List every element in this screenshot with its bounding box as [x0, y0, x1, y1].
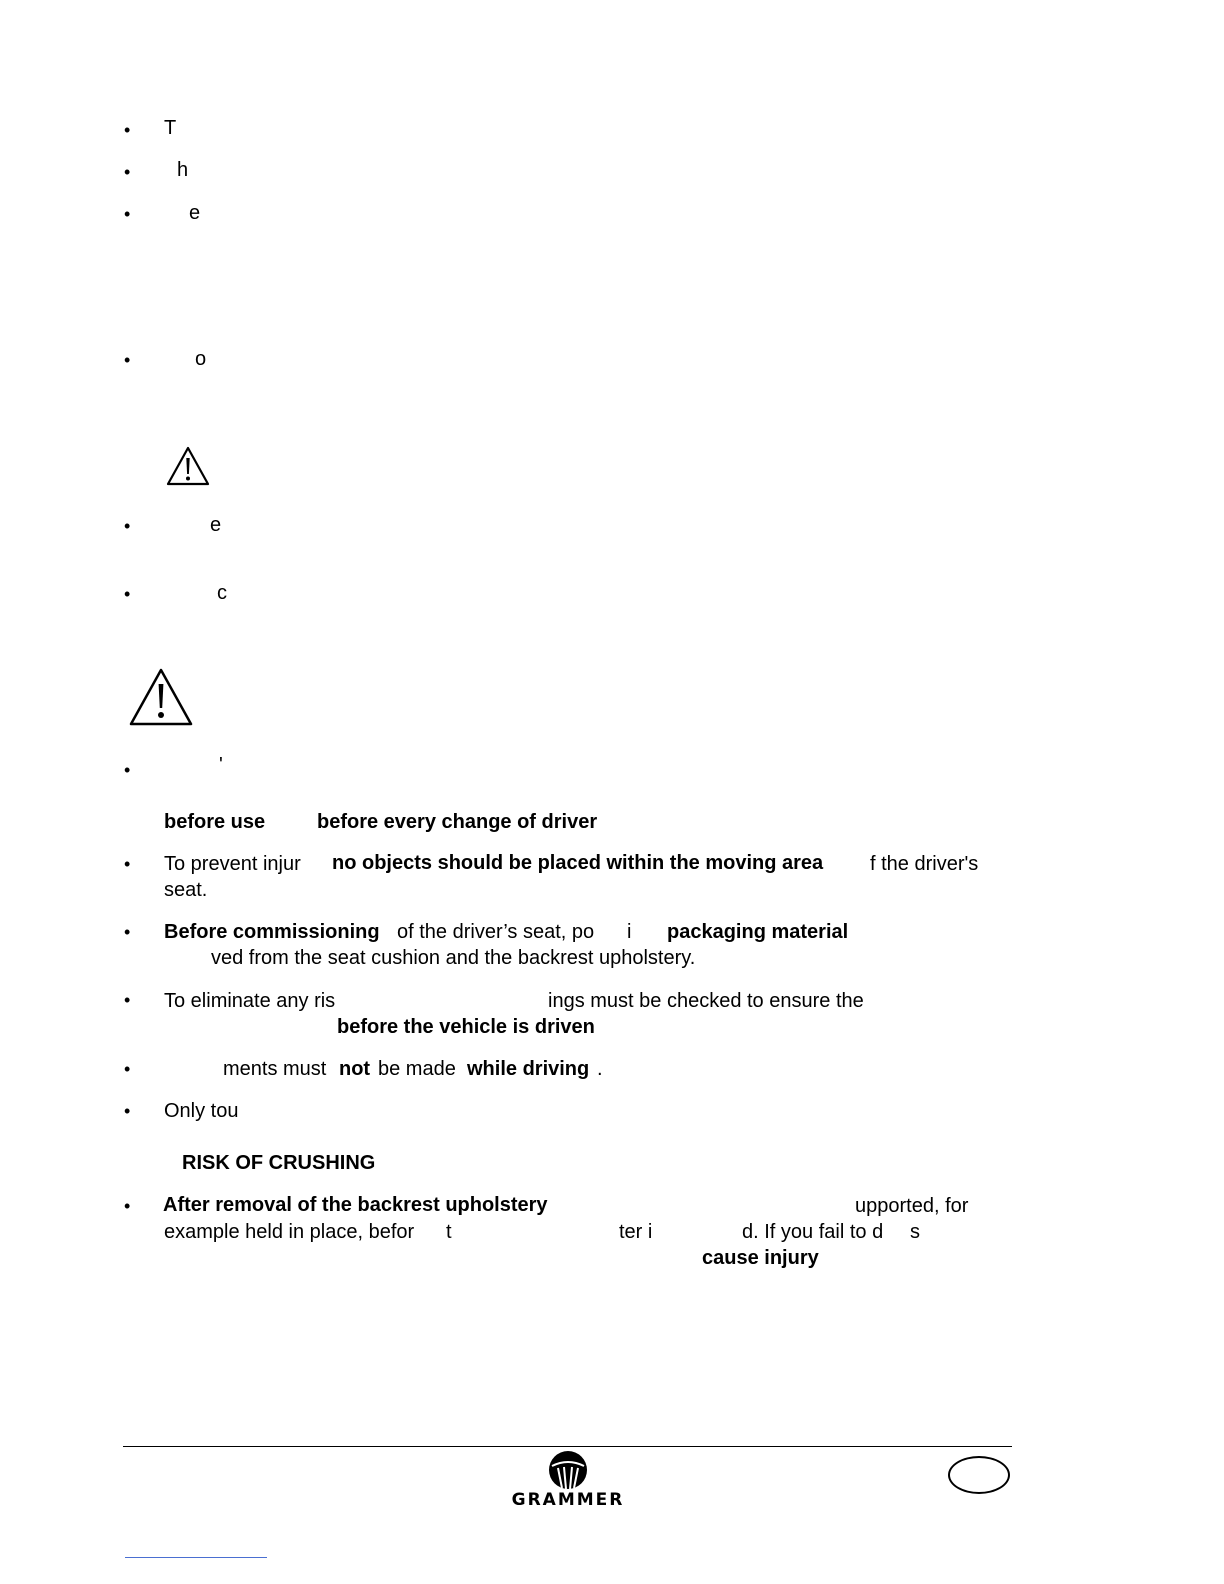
bullet-10: •	[124, 990, 131, 1010]
text-fail-to: d. If you fail to d	[742, 1221, 884, 1243]
footer-rule	[123, 1446, 1012, 1447]
text-removed-from: ved from the seat cushion and the backrest upholstery.	[211, 947, 696, 969]
warning-triangle-icon	[128, 667, 194, 727]
text-example-held: example held in place, befor	[164, 1221, 415, 1243]
text-drivers: f the driver's	[870, 853, 979, 875]
text-fragment-2: h	[177, 159, 189, 181]
text-after-removal: After removal of the backrest upholstery	[163, 1194, 548, 1216]
text-fragment-7: '	[219, 754, 223, 776]
grammer-logo-icon	[546, 1450, 590, 1490]
bullet-9: •	[124, 922, 131, 942]
text-no-objects: no objects should be placed within the moving area	[332, 852, 824, 874]
text-prevent-injury: To prevent injur	[164, 853, 301, 875]
bullet-3: •	[124, 204, 131, 224]
text-before-use: before use	[164, 811, 266, 833]
text-eliminate-risk: To eliminate any ris	[164, 990, 336, 1012]
text-fragment-5: e	[210, 514, 222, 536]
text-fragment-ter: ter i	[619, 1221, 653, 1243]
bullet-5: •	[124, 516, 131, 536]
text-before-commissioning: Before commissioning	[164, 921, 380, 943]
text-fragment-6: c	[217, 582, 227, 604]
bullet-2: •	[124, 162, 131, 182]
text-supported: upported, for	[855, 1195, 969, 1217]
text-seat: seat.	[164, 879, 208, 901]
text-only-touch: Only tou	[164, 1100, 239, 1122]
text-period: .	[597, 1058, 603, 1080]
language-oval	[948, 1456, 1010, 1494]
text-fragment-t: t	[446, 1221, 452, 1243]
bullet-1: •	[124, 120, 131, 140]
text-fragment-4: o	[195, 348, 207, 370]
bullet-4: •	[124, 350, 131, 370]
text-fragment-1: T	[164, 117, 177, 139]
footer-link-underline[interactable]	[125, 1557, 267, 1558]
bullet-6: •	[124, 584, 131, 604]
bullet-13: •	[124, 1196, 131, 1216]
text-before-driver-change: before every change of driver	[317, 811, 598, 833]
text-not: not	[339, 1058, 371, 1080]
text-packaging-material: packaging material	[667, 921, 849, 943]
text-fragment-s: s	[910, 1221, 920, 1243]
text-cause-injury: cause injury	[702, 1247, 819, 1269]
text-of-drivers-seat: of the driver’s seat, po	[397, 921, 595, 943]
bullet-12: •	[124, 1101, 131, 1121]
text-fragment-i: i	[627, 921, 632, 943]
text-while-driving: while driving	[467, 1058, 590, 1080]
text-fragment-3: e	[189, 202, 201, 224]
bullet-8: •	[124, 854, 131, 874]
logo-text: GRAMMER	[511, 1490, 625, 1510]
warning-triangle-icon	[166, 446, 210, 486]
text-be-made: be made	[378, 1058, 456, 1080]
text-before-driven: before the vehicle is driven	[337, 1016, 595, 1038]
grammer-logo	[506, 1450, 630, 1514]
heading-risk-of-crushing: RISK OF CRUSHING	[182, 1152, 376, 1174]
text-adjustments: ments must	[223, 1058, 327, 1080]
text-checked: ings must be checked to ensure the	[548, 990, 864, 1012]
bullet-11: •	[124, 1059, 131, 1079]
bullet-7: •	[124, 760, 131, 780]
